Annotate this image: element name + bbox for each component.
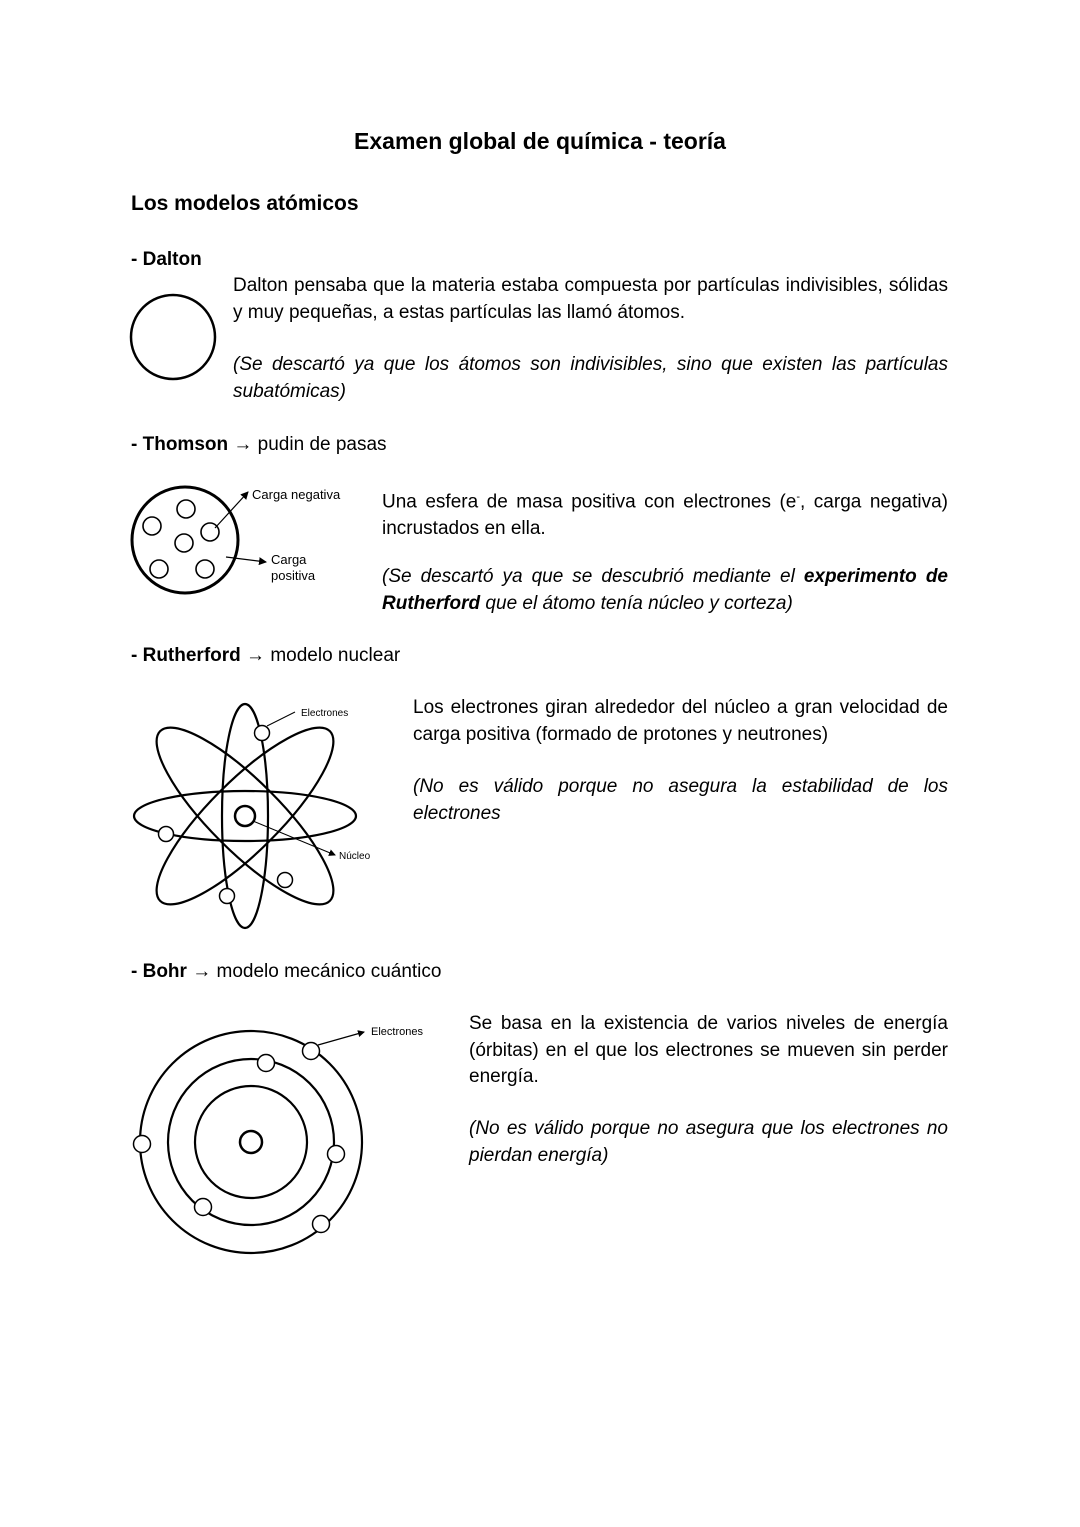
negative-charge-arrow — [215, 492, 248, 528]
electron-icon — [313, 1216, 330, 1233]
rutherford-diagram — [125, 695, 385, 935]
thomson-diagram — [125, 480, 365, 605]
label-nucleus: Núcleo — [339, 851, 371, 862]
electron-icon — [134, 1136, 151, 1153]
thomson-name: - Thomson — [131, 434, 229, 455]
thomson-arrow: → — [233, 434, 253, 455]
bohr-description: Se basa en la existencia de varios niveles de energía (órbitas) en el que los electrones se mueven sin perder energía. — [469, 1013, 948, 1087]
nucleus-arrow — [253, 821, 335, 855]
thomson-desc-a: Una esfera de masa positiva con electrones (e — [382, 491, 797, 513]
dalton-description: Dalton pensaba que la materia estaba compuesta por partículas indivisibles, sólidas y muy pequeñas, a estas partículas las llamó átomos. — [233, 275, 948, 323]
label-electrons: Electrones — [301, 708, 349, 719]
thomson-subtitle: pudin de pasas — [257, 434, 387, 455]
section-title: Los modelos atómicos — [131, 192, 359, 215]
electron-icon — [159, 827, 174, 842]
label-positive-charge-1: Carga — [271, 552, 307, 567]
rutherford-name: - Rutherford — [131, 645, 241, 666]
thomson-note-bold: experimento de Rutherford — [382, 566, 948, 614]
thomson-desc-b: , carga negativa) incrustados en ella. — [382, 491, 948, 539]
rutherford-heading — [131, 643, 400, 669]
thomson-description — [382, 484, 948, 542]
rutherford-description: Los electrones giran alrededor del núcleo a gran velocidad de carga positiva (formado de protones y neutrones) — [413, 697, 948, 745]
electron-icon — [150, 560, 168, 578]
nucleus-icon — [240, 1131, 262, 1153]
bohr-subtitle: modelo mecánico cuántico — [216, 961, 442, 982]
electron-icon — [175, 534, 193, 552]
electron-icon — [328, 1146, 345, 1163]
electron-icon — [177, 500, 195, 518]
label-negative-charge: Carga negativa — [252, 487, 341, 502]
nucleus-icon — [235, 806, 255, 826]
bohr-heading — [131, 959, 441, 985]
electron-icon — [303, 1043, 320, 1060]
electrons-arrow — [318, 1032, 364, 1045]
bohr-note: (No es válido porque no asegura que los electrones no pierdan energía) — [469, 1118, 948, 1166]
bohr-diagram — [125, 1015, 435, 1260]
page-title: Examen global de química - teoría — [354, 128, 726, 154]
thomson-note-a: (Se descartó ya que se descubrió mediante el — [382, 566, 804, 587]
dalton-name: - Dalton — [131, 249, 202, 270]
electron-icon — [143, 517, 161, 535]
bohr-arrow: → — [192, 961, 212, 982]
electron-icon — [196, 560, 214, 578]
bohr-name: - Bohr — [131, 961, 187, 982]
electrons-pointer-line — [267, 712, 295, 726]
thomson-heading — [131, 432, 387, 458]
electron-icon — [195, 1199, 212, 1216]
electron-icon — [278, 873, 293, 888]
rutherford-arrow: → — [246, 645, 266, 666]
dalton-diagram — [125, 290, 225, 385]
thomson-desc-superscript: - — [796, 491, 801, 503]
dalton-atom-sphere — [131, 295, 215, 379]
label-positive-charge-2: positiva — [271, 568, 316, 583]
dalton-heading — [131, 247, 202, 273]
electron-icon — [220, 889, 235, 904]
electron-icon — [255, 726, 270, 741]
rutherford-note: (No es válido porque no asegura la estabilidad de los electrones — [413, 776, 948, 824]
dalton-note: (Se descartó ya que los átomos son indivisibles, sino que existen las partículas subatómicas) — [233, 354, 948, 402]
thomson-note — [382, 564, 948, 617]
thomson-note-b: que el átomo tenía núcleo y corteza) — [480, 592, 793, 614]
label-electrons: Electrones — [371, 1026, 423, 1038]
rutherford-subtitle: modelo nuclear — [270, 645, 401, 666]
electron-icon — [258, 1055, 275, 1072]
